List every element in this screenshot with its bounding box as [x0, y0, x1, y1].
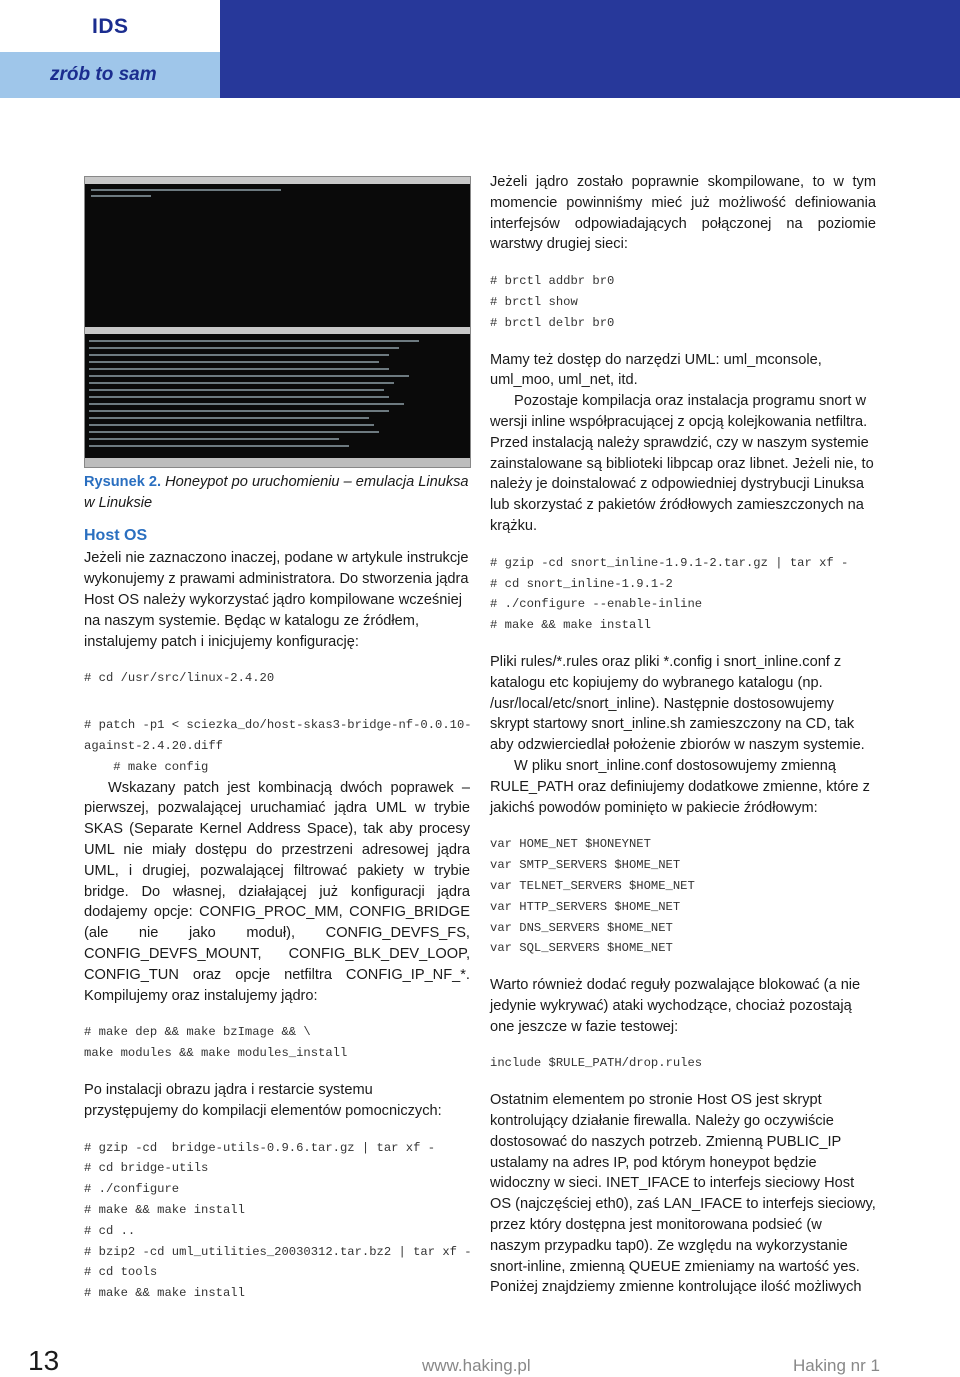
code-block-patch: # patch -p1 < sciezka_do/host-skas3-bridge-nf-0.0.10- against-2.4.20.diff	[84, 718, 472, 753]
header-band	[220, 0, 960, 98]
paragraph-rules-copy: Pliki rules/*.rules oraz pliki *.config i snort_inline.conf z katalogu etc kopiujemy do wybranego katalogu (np. /usr/local/etc/snort_inline). Następnie dostosowujemy skrypt startowy snort_inline.sh zamieszczony na CD, tak aby odzwierciedlał położenie zbiorów w naszym systemie.	[490, 653, 865, 754]
header-category: IDS	[92, 15, 129, 38]
code-block-brctl: # brctl addbr br0 # brctl show # brctl delbr br0	[490, 274, 615, 330]
log-line	[89, 424, 374, 426]
figure-caption	[84, 472, 470, 514]
log-line	[89, 361, 379, 363]
log-line	[89, 347, 399, 349]
log-line	[89, 368, 389, 370]
code-block-vars: var HOME_NET $HONEYNET var SMTP_SERVERS $HOME_NET var TELNET_SERVERS $HOME_NET var HTTP_SERVERS $HOME_NET var DNS_SERVERS $HOME_NET var SQL_SERVERS $HOME_NET	[490, 837, 695, 956]
log-line	[89, 445, 349, 447]
paragraph-bridge-intro: Jeżeli jądro zostało poprawnie skompilowane, to w tym momencie powinniśmy mieć już możliwość definiowania interfejsów odpowiadających połączonej na poziomie warstwy drugiej sieci:	[490, 174, 876, 253]
taskbar	[85, 458, 470, 467]
footer-issue: Haking nr 1	[793, 1356, 880, 1375]
terminal-titlebar	[85, 327, 470, 334]
header-category-box	[0, 0, 220, 52]
paragraph-host-os: Jeżeli nie zaznaczono inaczej, podane w artykule instrukcje wykonujemy z prawami administratora. Do stworzenia jądra Host OS należy wykorzystać jądro kompilowane wcześniej na naszym systemie. Będąc w katalogu ze źródłem, instalujemy patch i inicjujemy konfigurację:	[84, 550, 469, 650]
log-line	[89, 375, 409, 377]
page-number: 13	[28, 1345, 60, 1376]
right-column	[490, 172, 876, 1298]
header-section-box	[0, 52, 220, 98]
code-block-make-kernel: # make dep && make bzImage && \ make modules && make modules_install	[84, 1025, 348, 1061]
paragraph-patch: Wskazany patch jest kombinacją dwóch poprawek – pierwszej, pozwalającej uruchamiać jądra UML w trybie SKAS (Separate Kernel Address Space), tak aby procesy UML nie miały dostępu do przestrzeni adresowej jądra UML, i drugiej, pozwalającej filtrować pakiety w trybie bridge. Do własnej, działającej już konfiguracji jądra dodajemy opcje: CONFIG_PROC_MM, CONFIG_BRIDGE (ale nie jako moduł), CONFIG_DEVFS_FS, CONFIG_DEVFS_MOUNT, CONFIG_BLK_DEV_LOOP, CONFIG_TUN oraz opcje netfiltra CONFIG_IP_NF_*. Kompilujemy oraz instalujemy jądro:	[84, 779, 470, 1004]
section-title-host-os: Host OS	[84, 526, 148, 544]
log-line	[89, 417, 369, 419]
terminal-line	[91, 195, 151, 197]
paragraph-snort-compile: Pozostaje kompilacja oraz instalacja programu snort w wersji inline współpracującej z opcją kolejkowania netfiltra. Przed instalacją należy sprawdzić, czy w naszym systemie zainstalowane są biblioteki libpcap oraz libnet. Jeżeli nie, to należy je doinstalować z odpowiedniej dystrybucji Linuksa lub skorzystać z pakietów źródłowych zamieszczonych na krążku.	[490, 393, 874, 534]
terminal-titlebar	[85, 177, 470, 184]
code-block-snort: # gzip -cd snort_inline-1.9.1-2.tar.gz | tar xf - # cd snort_inline-1.9.1-2 # ./configure --enable-inline # make && make install	[490, 555, 849, 633]
log-line	[89, 403, 404, 405]
paragraph-after-install: Po instalacji obrazu jądra i restarcie systemu przystępujemy do kompilacji elementów pomocniczych:	[84, 1081, 442, 1119]
paragraph-uml-tools: Mamy też dostęp do narzędzi UML: uml_mconsole, uml_moo, uml_net, itd.	[490, 351, 822, 389]
log-line	[89, 340, 419, 342]
figure-label: Rysunek 2.	[84, 474, 162, 490]
left-column	[84, 472, 470, 1304]
figure-screenshot	[84, 176, 471, 468]
log-line	[89, 389, 384, 391]
code-block-cd: # cd /usr/src/linux-2.4.20	[84, 671, 275, 686]
footer-url: www.haking.pl	[422, 1356, 531, 1375]
log-line	[89, 438, 339, 440]
log-line	[89, 431, 379, 433]
paragraph-drop-rules: Warto również dodać reguły pozwalające blokować (a nie jedynie wykrywać) ataki wychodzące, chociaż pozostają one jeszcze w fazie testowej:	[490, 977, 861, 1035]
figure-caption-text: Honeypot po uruchomieniu – emulacja Linuksa w Linuksie	[84, 474, 469, 511]
terminal-line	[91, 189, 281, 191]
code-block-make-config: # make config	[84, 759, 209, 774]
header-section: zrób to sam	[50, 64, 157, 85]
code-block-include: include $RULE_PATH/drop.rules	[490, 1056, 703, 1071]
paragraph-firewall-script: Ostatnim elementem po stronie Host OS jest skrypt kontrolujący działanie firewalla. Należy go oczywiście dostosować do naszych potrzeb. Zmienną PUBLIC_IP ustalamy na adres IP, pod którym honeypot będzie widoczny w sieci. INET_IFACE to interfejs sieciowy Host OS (najczęściej eth0), zaś LAN_IFACE to interfejs sieciowy, przez który dostępna jest monitorowana podsieć (w naszym przypadku tap0). Ze względu na wykorzystanie snort-inline, zmienną QUEUE zmieniamy na wartość yes. Poniżej znajdziemy zmienne kontrolujące ilość możliwych	[490, 1092, 876, 1296]
paragraph-rule-path: W pliku snort_inline.conf dostosowujemy zmienną RULE_PATH oraz definiujemy dodatkowe zmienne, które z jakichś powodów pominięto w pakiecie źródłowym:	[490, 757, 870, 816]
log-line	[89, 382, 394, 384]
log-line	[89, 410, 389, 412]
header-tab	[0, 0, 220, 98]
log-line	[89, 396, 389, 398]
code-block-utilities: # gzip -cd bridge-utils-0.9.6.tar.gz | tar xf - # cd bridge-utils # ./configure # make && make install # cd .. # bzip2 -cd uml_utilities_20030312.tar.bz2 | tar xf - # cd tools # make && make install	[84, 1140, 472, 1301]
log-line	[89, 354, 389, 356]
